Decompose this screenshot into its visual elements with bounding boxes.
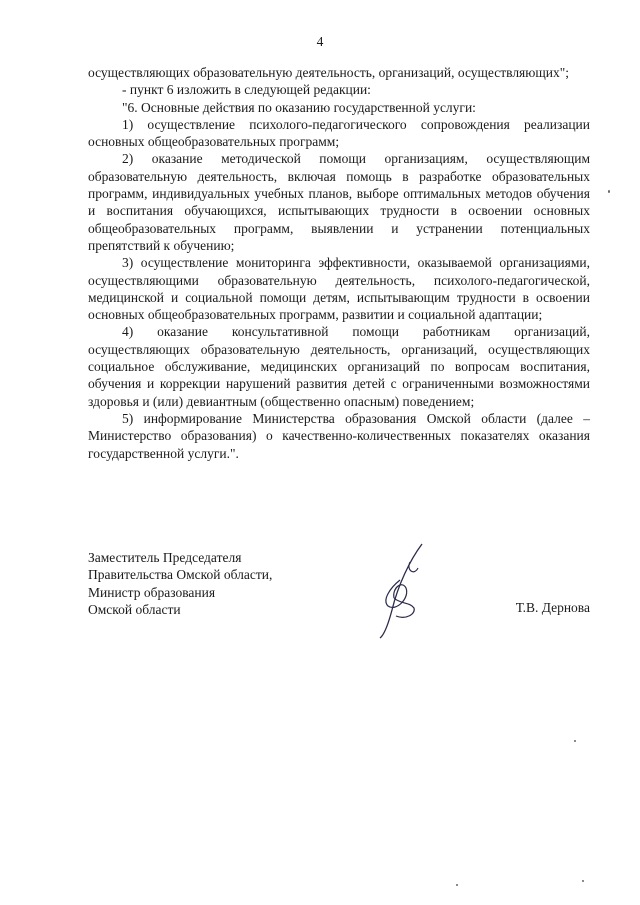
paragraph-heading: "6. Основные действия по оказанию государственной услуги:: [122, 99, 476, 115]
handwritten-signature: [370, 540, 440, 640]
position-line: Министр образования: [88, 584, 216, 600]
paragraph-amendment: - пункт 6 изложить в следующей редакции:: [122, 82, 371, 98]
list-item-1: 1) осуществление психолого-педагогического сопровождения реализации основных общеобразовательных программ;: [88, 116, 590, 150]
position-line: Правительства Омской области,: [88, 567, 273, 583]
list-item-3: 3) осуществление мониторинга эффективности, оказываемой организациями, осуществляющими образовательную деятельность, психолого-педагогической, медицинской и социальной помощи детям, испытывающим трудности в освоении основных общеобразовательных программ, развитии и социальной адаптации;: [88, 255, 590, 323]
document-body: [88, 64, 590, 462]
list-item-2: 2) оказание методической помощи организациям, осуществляющим образовательную деятельность, включая помощь в разработке образовательных программ, индивидуальных учебных планов, выборе оптимальных методов обучения и воспитания обучающихся, испытывающих трудности в освоении основных общеобразовательных программ, выявлении и устранении потенциальных препятствий к обучению;: [88, 151, 590, 253]
scan-speck: [608, 190, 610, 193]
scan-speck: [582, 880, 584, 882]
paragraph-continuation: осуществляющих образовательную деятельность, организаций, осуществляющих";: [88, 65, 569, 80]
list-item-5: 5) информирование Министерства образования Омской области (далее – Министерство образования) о качественно-количественных показателях оказания государственной услуги.".: [88, 410, 590, 461]
page-number: 4: [316, 34, 324, 49]
position-line: Омской области: [88, 601, 181, 617]
scan-speck: [574, 740, 576, 742]
signatory-name: Т.В. Дернова: [515, 600, 590, 615]
scan-speck: [456, 884, 458, 886]
list-item-4: 4) оказание консультативной помощи работникам организаций, осуществляющих образовательную деятельность, организаций, осуществляющих социальное обслуживание, медицинских организаций по вопросам воспитания, обучения и коррекции нарушений развития детей с ограниченными возможностями здоровья и (или) девиантным (общественно опасным) поведением;: [88, 324, 590, 409]
position-line: Заместитель Председателя: [88, 550, 242, 565]
